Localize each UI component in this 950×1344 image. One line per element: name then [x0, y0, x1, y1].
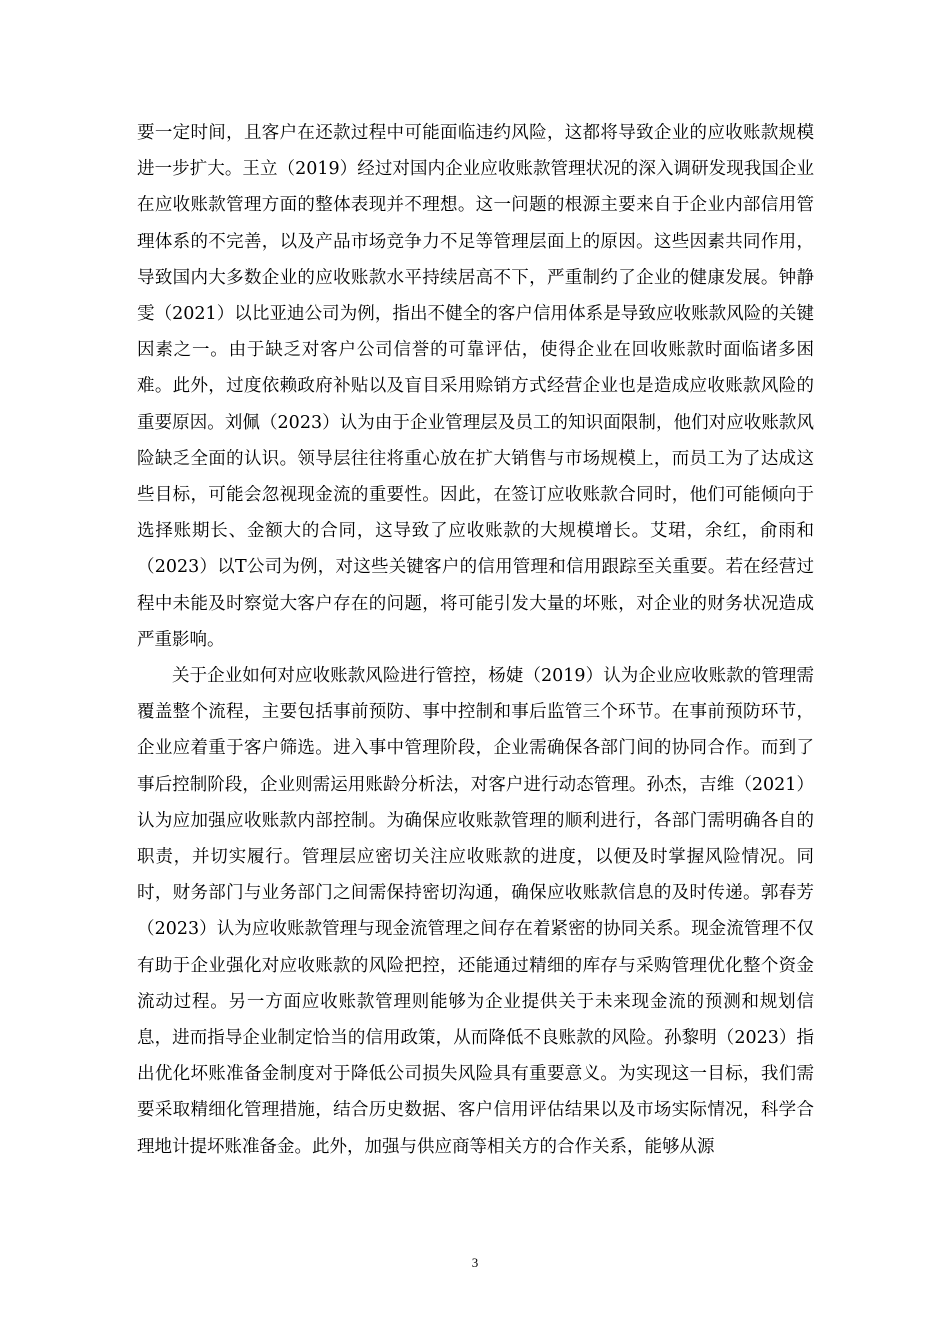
paragraph: 关于企业如何对应收账款风险进行管控，杨婕（2019）认为企业应收账款的管理需覆盖整个流程，主要包括事前预防、事中控制和事后监管三个环节。在事前预防环节，企业应着重于客户筛选。进入事中管理阶段，企业需确保各部门间的协同合作。而到了事后控制阶段，企业则需运用账龄分析法，对客户进行动态管理。孙杰，吉维（2021）认为应加强应收账款内部控制。为确保应收账款管理的顺利进行，各部门需明确各自的职责，并切实履行。管理层应密切关注应收账款的进度，以便及时掌握风险情况。同时，财务部门与业务部门之间需保持密切沟通，确保应收账款信息的及时传递。郭春芳（2023）认为应收账款管理与现金流管理之间存在着紧密的协同关系。现金流管理不仅有助于企业强化对应收账款的风险把控，还能通过精细的库存与采购管理优化整个资金流动过程。另一方面应收账款管理则能够为企业提供关于未来现金流的预测和规划信息，进而指导企业制定恰当的信用政策，从而降低不良账款的风险。孙黎明（2023）指出优化坏账准备金制度对于降低公司损失风险具有重要意义。为实现这一目标，我们需要采取精细化管理措施，结合历史数据、客户信用评估结果以及市场实际情况，科学合理地计提坏账准备金。此外，加强与供应商等相关方的合作关系，能够从源 — [137, 666, 814, 1157]
page-number: 3 — [471, 1255, 479, 1270]
paragraph-continued: 要一定时间，且客户在还款过程中可能面临违约风险，这都将导致企业的应收账款规模进一步扩大。王立（2019）经过对国内企业应收账款管理状况的深入调研发现我国企业在应收账款管理方面的整体表现并不理想。这一问题的根源主要来自于企业内部信用管理体系的不完善，以及产品市场竞争力不足等管理层面上的原因。这些因素共同作用，导致国内大多数企业的应收账款水平持续居高不下，严重制约了企业的健康发展。钟静雯（2021）以比亚迪公司为例，指出不健全的客户信用体系是导致应收账款风险的关键因素之一。由于缺乏对客户公司信誉的可靠评估，使得企业在回收账款时面临诸多困难。此外，过度依赖政府补贴以及盲目采用赊销方式经营企业也是造成应收账款风险的重要原因。刘佩（2023）认为由于企业管理层及员工的知识面限制，他们对应收账款风险缺乏全面的认识。领导层往往将重心放在扩大销售与市场规模上，而员工为了达成这些目标，可能会忽视现金流的重要性。因此，在签订应收账款合同时，他们可能倾向于选择账期长、金额大的合同，这导致了应收账款的大规模增长。艾珺，余红，俞雨和（2023）以T公司为例，对这些关键客户的信用管理和信用跟踪至关重要。若在经营过程中未能及时察觉大客户存在的问题，将可能引发大量的坏账，对企业的财务状况造成严重影响。 — [137, 123, 814, 650]
body-text — [137, 115, 814, 1165]
